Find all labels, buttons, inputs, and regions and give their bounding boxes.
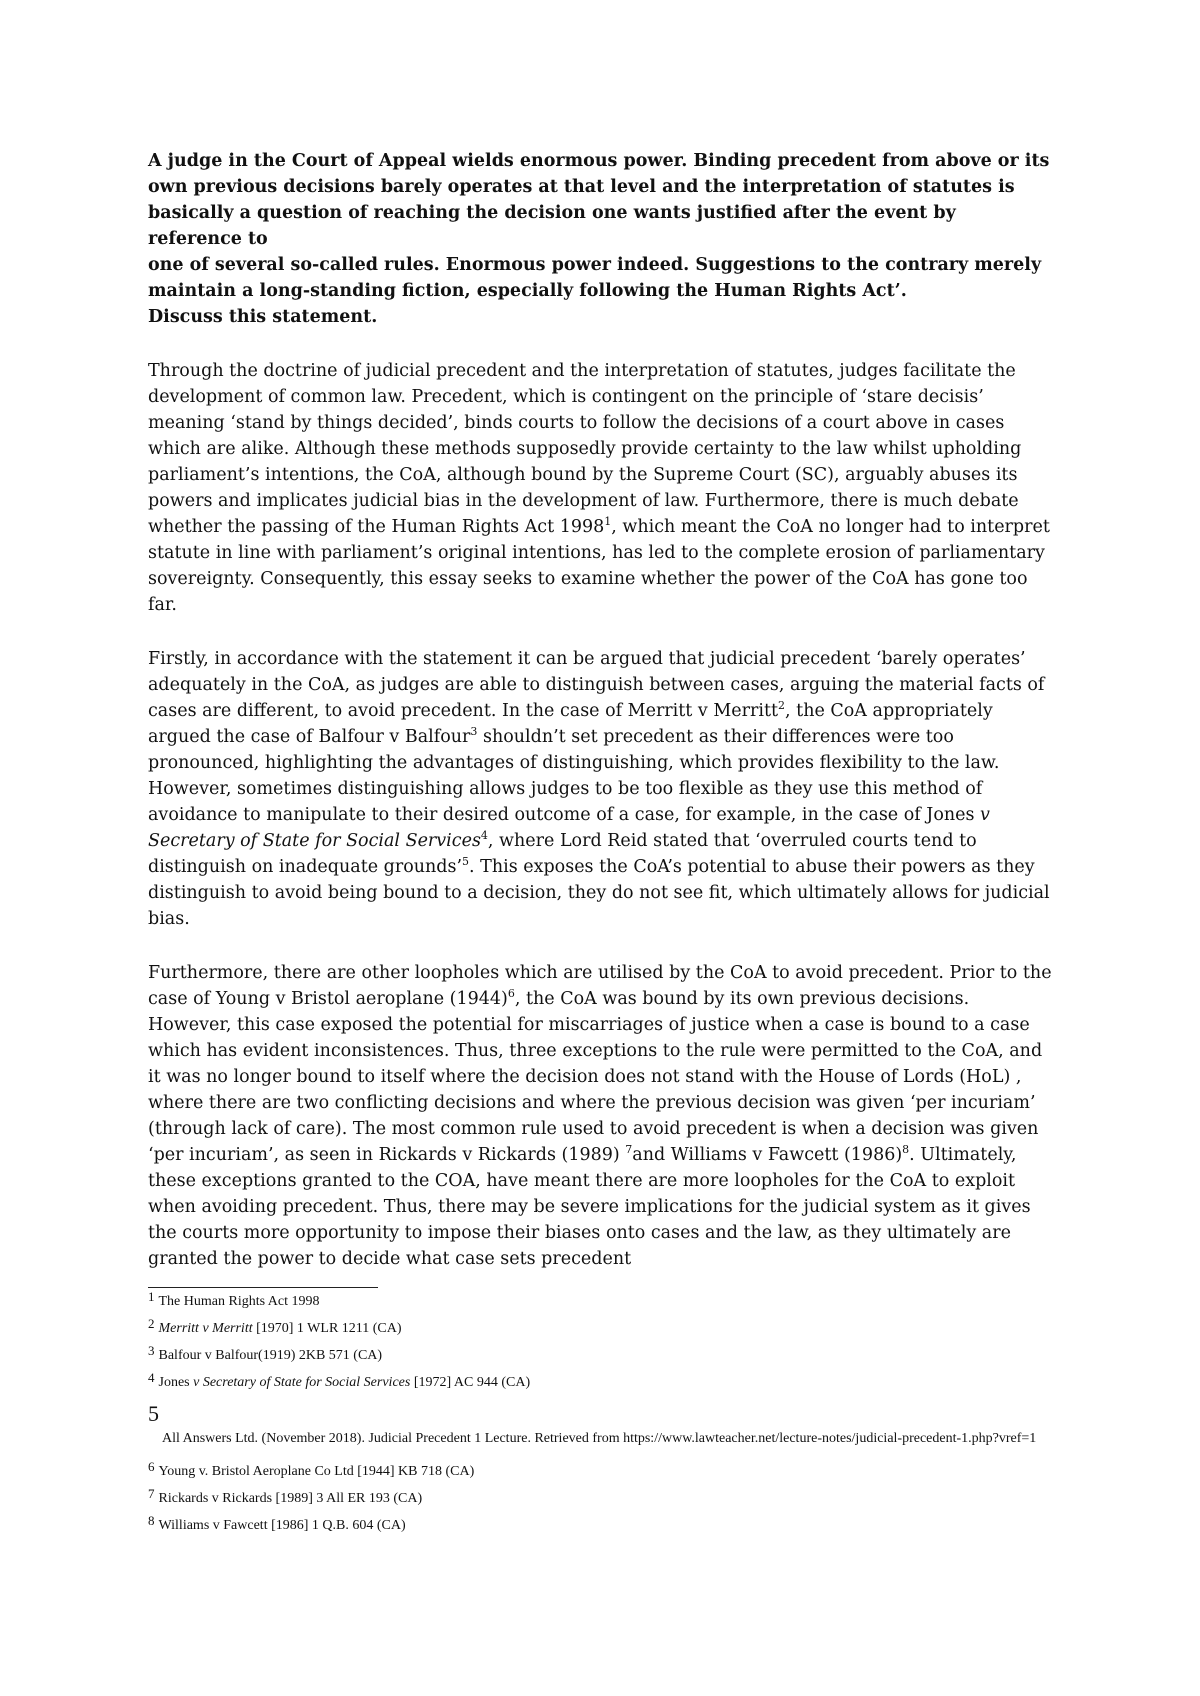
footnote-2: $^2$ Merritt v Merritt [1970] 1 WLR 1211 (CA)	[148, 1316, 402, 1336]
question-line: maintain a long-standing fiction, especially following the Human Rights Act’.	[148, 281, 907, 301]
footnote-ref: 2	[778, 699, 786, 713]
footnote-ref: 8	[902, 1143, 910, 1157]
paragraph-loopholes: Furthermore, there are other loopholes which are utilised by the CoA to avoid precedent. Prior to the case of Young v Bristol aeroplane $(1944)^6$, the CoA was bound by its own previous decisions. However, this case exposed the potential for miscarriages of justice when a case is bound to a case which has evident inconsistences. Thus, three exceptions to the rule were permitted to the CoA, and it was no longer bound to itself where the decision does not stand with the House of Lords (HoL) , where there are two conflicting decisions and where the previous decision was given ‘per incuriam’ (through lack of care). The most common rule used to avoid precedent is when a decision was given ‘per incuriam’, as seen in Rickards v Rickards (1989) $^7$and Williams v Fawcett $(1986)^8$. Ultimately, these exceptions granted to the COA, have meant there are more loopholes for the CoA to exploit when avoiding precedent. Thus, there may be severe implications for the judicial system as it gives the courts more opportunity to impose their biases onto cases and the law, as they ultimately are granted the power to decide what case sets precedent	[148, 963, 1052, 1269]
footnote-ref: 7	[625, 1143, 633, 1157]
footnote-ref: 6	[507, 987, 515, 1001]
question-line: basically a question of reaching the decision one wants justified after the event by reference to	[148, 203, 956, 249]
footnote-3: $^3$ Balfour v Balfour(1919) 2KB 571 (CA)	[148, 1343, 383, 1363]
paragraph-distinguishing: Firstly, in accordance with the statement it can be argued that judicial precedent ‘barely operates’ adequately in the CoA, as judges are able to distinguish between cases, arguing the material facts of cases are different, to avoid precedent. In the case of Merritt v Merritt$^2$, the CoA appropriately argued the case of Balfour v Balfour$^3$ shouldn’t set precedent as their differences were too pronounced, highlighting the advantages of distinguishing, which provides flexibility to the law. However, sometimes distinguishing allows judges to be too flexible as they use this method of avoidance to manipulate to their desired outcome of a case, for example, in the case of Jones v Secretary of State for Social Services$^4$, where Lord Reid stated that ‘overruled courts tend to distinguish on inadequate grounds’$^5$. This exposes the CoA’s potential to abuse their powers as they distinguish to avoid being bound to a decision, they do not see fit, which ultimately allows for judicial bias.	[148, 649, 1050, 929]
essay-body	[148, 148, 1054, 1300]
footnote-ref: 1	[604, 515, 612, 529]
footnote-1: $^1$ The Human Rights Act 1998	[148, 1289, 320, 1309]
footnote-8: $^8$ Williams v Fawcett [1986] 1 Q.B. 604 (CA)	[148, 1513, 406, 1533]
footnote-5: 5 All Answers Ltd. (November 2018). Judicial Precedent 1 Lecture. Retrieved from https://www.lawteacher.net/lecture-notes/judicial-precedent-1.php?vref=1	[148, 1401, 1037, 1446]
footnotes	[148, 1289, 1054, 1544]
paragraph-introduction: Through the doctrine of judicial precedent and the interpretation of statutes, judges facilitate the development of common law. Precedent, which is contingent on the principle of ‘stare decisis’ meaning ‘stand by things decided’, binds courts to follow the decisions of a court above in cases which are alike. Although these methods supposedly provide certainty to the law whilst upholding parliament’s intentions, the CoA, although bound by the Supreme Court (SC), arguably abuses its powers and implicates judicial bias in the development of law. Furthermore, there is much debate whether the passing of the Human Rights Act 1998$^1$, which meant the CoA no longer had to interpret statute in line with parliament’s original intentions, has led to the complete erosion of parliamentary sovereignty. Consequently, this essay seeks to examine whether the power of the CoA has gone too far.	[148, 361, 1050, 615]
question-instruction: Discuss this statement.	[148, 307, 378, 327]
question-line: one of several so-called rules. Enormous power indeed. Suggestions to the contrary merely	[148, 255, 1042, 275]
footnote-6: $^6$ Young v. Bristol Aeroplane Co Ltd [1944] KB 718 (CA)	[148, 1459, 475, 1479]
essay-question	[148, 148, 1054, 330]
footnote-ref: 3	[470, 725, 478, 739]
footnote-7: $^7$ Rickards v Rickards [1989] 3 All ER 193 (CA)	[148, 1486, 423, 1506]
footnote-ref: 5	[462, 855, 470, 869]
question-line: A judge in the Court of Appeal wields enormous power. Binding precedent from above or its	[148, 151, 1050, 171]
footnote-ref: 4	[480, 829, 488, 843]
footnote-4: $^4$ Jones v Secretary of State for Social Services [1972] AC 944 (CA)	[148, 1370, 531, 1390]
footnote-separator	[148, 1287, 378, 1288]
question-line: own previous decisions barely operates at that level and the interpretation of statutes is	[148, 177, 1015, 197]
